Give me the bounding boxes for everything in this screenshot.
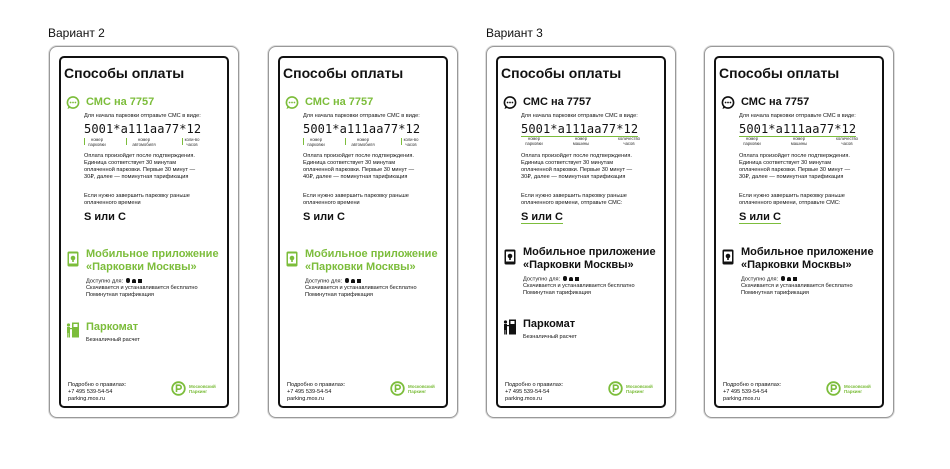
finish-text-2: оплаченного времени, отправьте СМС: [521, 200, 623, 206]
code-caption-parking: номер парковки [88, 137, 106, 147]
logo-text-1: Московский [844, 384, 871, 389]
parkomat-title: Паркомат [86, 321, 139, 333]
app-title-2: «Парковки Москвы» [86, 261, 197, 273]
logo-text-2: Паркинг [408, 389, 427, 394]
app-desc-2: Поминутная тарификация [86, 292, 154, 298]
available-label: Доступно для: [523, 276, 561, 283]
app-desc-1: Скачивается и устанавливается бесплатно [86, 285, 198, 291]
sms-desc-1: Оплата произойдет после подтверждения. [521, 153, 632, 159]
site-link[interactable]: parking.mos.ru [287, 396, 324, 402]
parkomat-title: Паркомат [523, 318, 576, 330]
parkomat-icon [503, 319, 517, 335]
sms-desc-2: Единица соответствует 30 минутам [739, 160, 832, 166]
app-title-2: «Парковки Москвы» [523, 259, 634, 271]
parking-logo-icon [171, 381, 186, 396]
phone-icon [67, 251, 79, 267]
app-title-2: «Парковки Москвы» [305, 261, 416, 273]
app-title-1: Мобильное приложение [523, 246, 656, 258]
sms-title: СМС на 7757 [523, 96, 592, 108]
android-icon [569, 277, 573, 281]
sms-bubble-icon [66, 96, 80, 110]
finish-text-1: Если нужно завершить парковку раньше [521, 193, 627, 199]
windows-icon [357, 279, 361, 283]
code-caption-hours: коли-во часов [184, 137, 200, 147]
parking-logo-icon [608, 381, 623, 396]
logo-text-1: Московский [189, 384, 216, 389]
sms-intro: Для начала парковки отправьте СМС в виде: [739, 113, 856, 119]
sms-intro: Для начала парковки отправьте СМС в виде: [521, 113, 638, 119]
sms-code: 5001*a111aa77*12 [303, 122, 421, 136]
parking-logo-icon [390, 381, 405, 396]
site-link[interactable]: parking.mos.ru [723, 396, 760, 402]
card-title: Способы оплаты [501, 65, 622, 81]
phone-number[interactable]: +7 495 539-54-54 [723, 389, 768, 395]
finish-letters: S или С [521, 211, 563, 223]
phone-icon [504, 249, 516, 265]
code-caption-car: номер машины [572, 136, 590, 146]
sms-intro: Для начала парковки отправьте СМС в виде: [303, 113, 420, 119]
android-icon [787, 277, 791, 281]
code-caption-parking: номер парковки [525, 136, 543, 146]
parking-logo-icon [826, 381, 841, 396]
sms-desc-3: оплаченной парковки. Первые 30 минут — [521, 167, 633, 173]
app-desc-1: Скачивается и устанавливается бесплатно [741, 283, 853, 289]
variant-2-label: Вариант 2 [48, 26, 105, 40]
sms-desc-2: Единица соответствует 30 минутам [303, 160, 396, 166]
finish-text-1: Если нужно завершить парковку раньше [84, 193, 190, 199]
app-desc-2: Поминутная тарификация [305, 292, 373, 298]
apple-icon [563, 276, 567, 281]
finish-letters: S или С [84, 211, 126, 223]
windows-icon [138, 279, 142, 283]
payment-card [268, 46, 458, 418]
sms-code: 5001*a111aa77*12 [739, 122, 857, 136]
rules-label: Подробно о правилах: [287, 382, 346, 388]
logo-text-1: Московский [408, 384, 435, 389]
app-title-2: «Парковки Москвы» [741, 259, 852, 271]
logo-text-2: Паркинг [844, 389, 863, 394]
parkomat-icon [66, 322, 80, 338]
finish-text-1: Если нужно завершить парковку раньше [739, 193, 845, 199]
card-frame [496, 56, 666, 408]
card-title: Способы оплаты [64, 65, 185, 81]
sms-desc-3: оплаченной парковки. Первые 30 минут — [84, 167, 196, 173]
sms-code: 5001*a111aa77*12 [521, 122, 639, 136]
code-caption-car: номер машины [790, 136, 808, 146]
phone-number[interactable]: +7 495 539-54-54 [287, 389, 332, 395]
app-desc-1: Скачивается и устанавливается бесплатно [305, 285, 417, 291]
card-frame [59, 56, 229, 408]
code-caption-car: номер автомобиля [351, 137, 375, 147]
available-label: Доступно для: [305, 278, 343, 285]
sms-desc-4: 30₽, далее — поминутная тарификация [739, 174, 844, 180]
sms-title: СМС на 7757 [86, 96, 155, 108]
finish-text-2: оплаченного времени [84, 200, 141, 206]
card-frame [278, 56, 448, 408]
sms-intro: Для начала парковки отправьте СМС в виде: [84, 113, 201, 119]
apple-icon [345, 278, 349, 283]
app-desc-2: Поминутная тарификация [741, 290, 809, 296]
available-label: Доступно для: [741, 276, 779, 283]
code-caption-parking: номер парковки [743, 136, 761, 146]
variant-3-label: Вариант 3 [486, 26, 543, 40]
sms-desc-3: оплаченной парковки. Первые 30 минут — [739, 167, 851, 173]
windows-icon [575, 277, 579, 281]
sms-desc-2: Единица соответствует 30 минутам [521, 160, 614, 166]
windows-icon [793, 277, 797, 281]
card-title: Способы оплаты [719, 65, 840, 81]
sms-title: СМС на 7757 [305, 96, 374, 108]
parkomat-desc: Безналичный расчет [86, 337, 140, 343]
logo-text-2: Паркинг [189, 389, 208, 394]
code-caption-hours: количество часов [836, 136, 858, 146]
app-title-1: Мобильное приложение [741, 246, 874, 258]
sms-desc-1: Оплата произойдет после подтверждения. [739, 153, 850, 159]
app-title-1: Мобильное приложение [86, 248, 219, 260]
app-desc-2: Поминутная тарификация [523, 290, 591, 296]
apple-icon [781, 276, 785, 281]
site-link[interactable]: parking.mos.ru [505, 396, 542, 402]
rules-label: Подробно о правилах: [505, 382, 564, 388]
finish-text-2: оплаченного времени [303, 200, 360, 206]
sms-desc-1: Оплата произойдет после подтверждения. [84, 153, 195, 159]
phone-icon [722, 249, 734, 265]
code-caption-car: номер автомобиля [132, 137, 156, 147]
sms-desc-1: Оплата произойдет после подтверждения. [303, 153, 414, 159]
logo-text-2: Паркинг [626, 389, 645, 394]
sms-code: 5001*a111aa77*12 [84, 122, 202, 136]
finish-letters: S или С [303, 211, 345, 223]
payment-card [49, 46, 239, 418]
code-caption-hours: количество часов [618, 136, 640, 146]
sms-desc-3: оплаченной парковки. Первые 30 минут — [303, 167, 415, 173]
site-link[interactable]: parking.mos.ru [68, 396, 105, 402]
logo-text-1: Московский [626, 384, 653, 389]
rules-label: Подробно о правилах: [723, 382, 782, 388]
apple-icon [126, 278, 130, 283]
available-label: Доступно для: [86, 278, 124, 285]
phone-icon [286, 251, 298, 267]
sms-desc-4: 30₽, далее — поминутная тарификация [521, 174, 626, 180]
payment-card [486, 46, 676, 418]
phone-number[interactable]: +7 495 539-54-54 [505, 389, 550, 395]
parkomat-desc: Безналичный расчет [523, 334, 577, 340]
sms-bubble-icon [285, 96, 299, 110]
sms-desc-4: 40₽, далее — поминутная тарификация [303, 174, 408, 180]
phone-number[interactable]: +7 495 539-54-54 [68, 389, 113, 395]
sms-desc-4: 30₽, далее — поминутная тарификация [84, 174, 189, 180]
code-caption-hours: коли-во часов [403, 137, 419, 147]
payment-card [704, 46, 894, 418]
android-icon [132, 279, 136, 283]
finish-letters: S или С [739, 211, 781, 223]
rules-label: Подробно о правилах: [68, 382, 127, 388]
sms-bubble-icon [721, 96, 735, 110]
code-caption-parking: номер парковки [307, 137, 325, 147]
finish-text-2: оплаченного времени, отправьте СМС: [739, 200, 841, 206]
sms-title: СМС на 7757 [741, 96, 810, 108]
sms-desc-2: Единица соответствует 30 минутам [84, 160, 177, 166]
app-title-1: Мобильное приложение [305, 248, 438, 260]
android-icon [351, 279, 355, 283]
card-title: Способы оплаты [283, 65, 404, 81]
card-frame [714, 56, 884, 408]
sms-bubble-icon [503, 96, 517, 110]
finish-text-1: Если нужно завершить парковку раньше [303, 193, 409, 199]
app-desc-1: Скачивается и устанавливается бесплатно [523, 283, 635, 289]
